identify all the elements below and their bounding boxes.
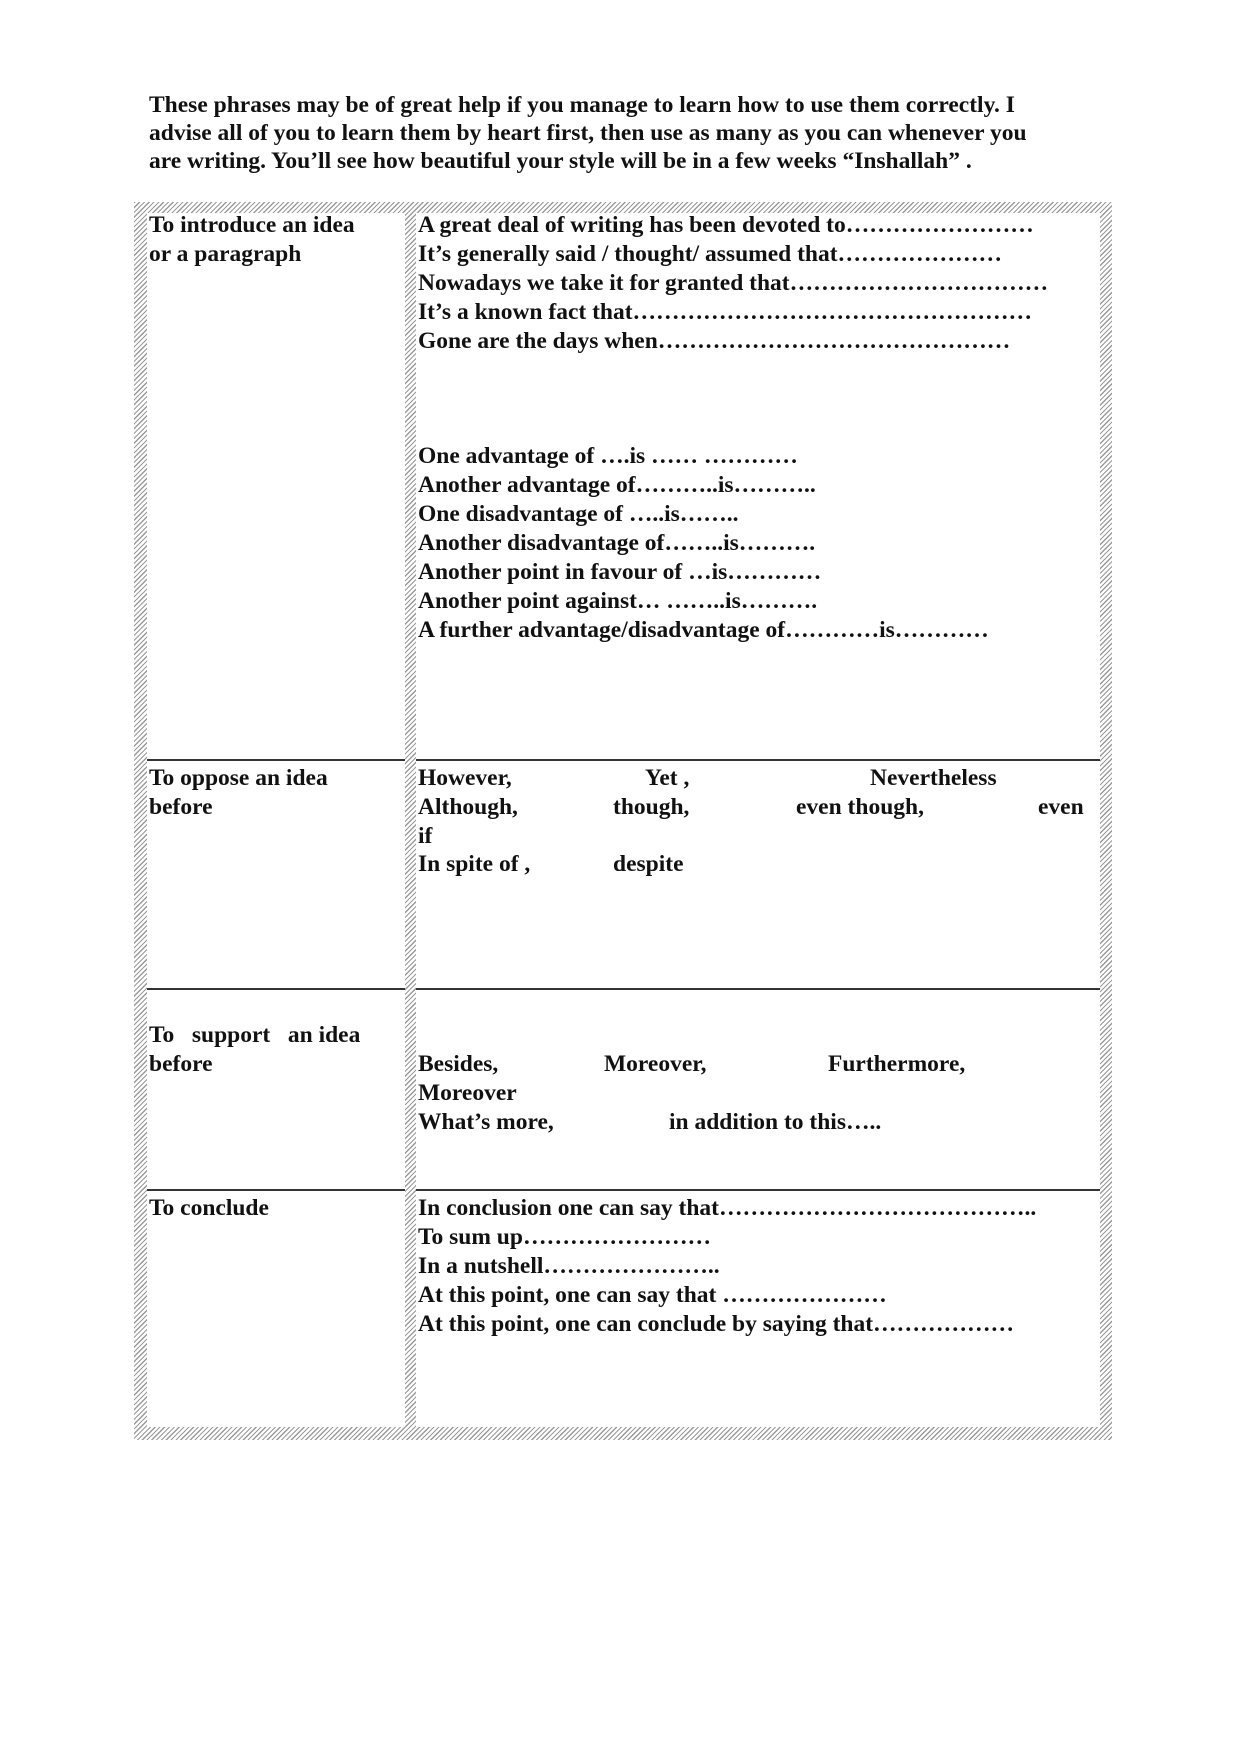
phrases-conclude: [418, 1194, 1036, 1339]
phrase-line: One advantage of ….is …… …………: [418, 443, 798, 469]
phrase-word: Moreover: [418, 1080, 517, 1106]
phrase-word: Yet ,: [645, 765, 690, 791]
phrases-table: [134, 202, 1112, 1440]
intro-line: These phrases may be of great help if you manage to learn how to use them correctly. I: [149, 92, 1015, 118]
intro-line: are writing. You’ll see how beautiful your style will be in a few weeks “Inshallah” .: [149, 148, 972, 174]
label-introduce: [149, 211, 355, 269]
phrase-line: It’s a known fact that……………………………………………: [418, 299, 1033, 325]
phrase-line: In a nutshell…………………..: [418, 1253, 720, 1279]
phrase-line: One disadvantage of …..is……..: [418, 501, 739, 527]
phrase-line: Another point in favour of …is…………: [418, 559, 822, 585]
phrase-line: A great deal of writing has been devoted to……………………: [418, 212, 1034, 238]
label-line: before: [149, 794, 213, 820]
row-divider: [416, 1189, 1100, 1191]
phrase-line: In conclusion one can say that…………………………………..: [418, 1195, 1037, 1221]
row-divider: [416, 759, 1100, 761]
label-line: To introduce an idea: [149, 212, 355, 238]
label-support: [149, 1021, 360, 1079]
phrase-line: At this point, one can say that …………………: [418, 1282, 887, 1308]
label-line: before: [149, 1051, 213, 1077]
label-oppose: [149, 764, 328, 822]
row-divider: [147, 759, 405, 761]
phrase-word: even: [1038, 794, 1084, 820]
phrase-word: Nevertheless: [870, 765, 997, 791]
phrase-line: To sum up……………………: [418, 1224, 711, 1250]
phrase-word: Besides,: [418, 1051, 499, 1077]
phrase-word: What’s more,: [418, 1109, 554, 1135]
phrase-line: At this point, one can conclude by saying that………………: [418, 1311, 1015, 1337]
phrase-word: though,: [613, 794, 690, 820]
row-divider: [147, 1189, 405, 1191]
phrase-line: [418, 1108, 1088, 1137]
intro-paragraph: [149, 91, 1109, 175]
label-line: or a paragraph: [149, 241, 302, 267]
phrase-word: in addition to this…..: [669, 1109, 882, 1135]
label-line: To conclude: [149, 1195, 269, 1221]
phrase-word: Furthermore,: [828, 1051, 966, 1077]
phrase-word: Although,: [418, 794, 518, 820]
row-divider: [416, 988, 1100, 990]
phrase-line: [418, 793, 1088, 822]
phrase-word: Moreover,: [604, 1051, 707, 1077]
phrases-support: [418, 1050, 1088, 1137]
phrase-line: Gone are the days when………………………………………: [418, 328, 1011, 354]
phrase-word: In spite of ,: [418, 851, 531, 877]
phrase-line: Nowadays we take it for granted that……………………………: [418, 270, 1049, 296]
phrase-line: A further advantage/disadvantage of…………is…………: [418, 617, 989, 643]
phrase-line: It’s generally said / thought/ assumed that…………………: [418, 241, 1003, 267]
intro-line: advise all of you to learn them by heart first, then use as many as you can whenever you: [149, 120, 1027, 146]
phrase-word: if: [418, 823, 433, 849]
row-divider: [147, 988, 405, 990]
phrases-oppose: [418, 764, 1088, 879]
label-line: To support an idea: [149, 1022, 361, 1048]
phrase-line: Another disadvantage of……..is……….: [418, 530, 816, 556]
label-conclude: [149, 1194, 269, 1223]
phrases-introduce: [418, 211, 1048, 356]
phrase-word: even though,: [796, 794, 924, 820]
phrase-line: Another advantage of………..is………..: [418, 472, 816, 498]
phrase-word: However,: [418, 765, 512, 791]
label-line: To oppose an idea: [149, 765, 328, 791]
phrase-line: [418, 764, 1088, 793]
phrase-line: [418, 1050, 1088, 1079]
phrase-word: despite: [613, 851, 684, 877]
phrase-line: Another point against… ……..is……….: [418, 588, 818, 614]
phrases-advantages: [418, 442, 989, 645]
phrase-line: [418, 850, 1088, 879]
